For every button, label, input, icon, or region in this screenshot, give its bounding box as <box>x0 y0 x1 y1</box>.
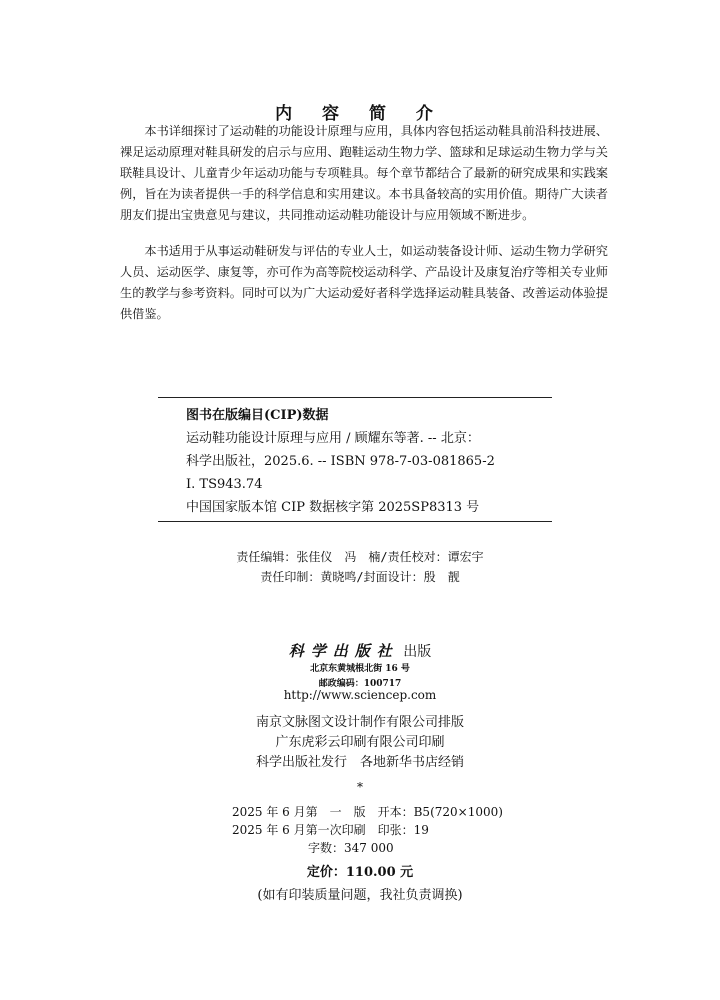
page-title: 内 容 简 介 <box>275 104 445 124</box>
cip-block <box>186 404 566 519</box>
typeset-line: 南京文脉图文设计制作有限公司排版 <box>255 715 464 730</box>
cip-heading: 图书在版编目(CIP)数据 <box>186 408 329 423</box>
publisher-logo: 科学出版社 <box>288 642 399 660</box>
intro-text-2: 本书适用于从事运动鞋研发与评估的专业人士，如运动装备设计师、运动生物力学研究人员、运动医学、康复等，亦可作为高等院校运动科学、产品设计及康复治疗等相关专业师生的教学与参考资料。同时可以为广大运动爱好者科学选择运动鞋具装备、改善运动体验提供借鉴。 <box>120 244 608 321</box>
quality-note: (如有印装质量问题，我社负责调换) <box>257 888 463 903</box>
publisher-line <box>0 640 720 661</box>
responsibility-line-1: 责任编辑：张佳仪 冯 楠/责任校对：谭宏宇 <box>236 550 484 564</box>
word-count: 字数：347 000 <box>308 841 394 855</box>
cip-line-4: 中国国家版本馆 CIP 数据核字第 2025SP8313 号 <box>186 500 480 515</box>
edition-line-2: 2025 年 6 月第一次印刷 印张：19 <box>232 823 429 837</box>
edition-line-1: 2025 年 6 月第 一 版 开本：B5(720×1000) <box>232 805 503 819</box>
separator-star: * <box>357 780 363 794</box>
intro-text-1: 本书详细探讨了运动鞋的功能设计原理与应用，具体内容包括运动鞋具前沿科技进展、裸足运动原理对鞋具研发的启示与应用、跑鞋运动生物力学、篮球和足球运动生物力学与关联鞋具设计、儿童青少年运动功能与专项鞋具。每个章节都结合了最新的研究成果和实践案例，旨在为读者提供一手的科学信息和实用建议。本书具备较高的实用价值。期待广大读者朋友们提出宝贵意见与建议，共同推动运动鞋功能设计与应用领域不断进步。 <box>120 124 608 222</box>
publisher-url: http://www.sciencep.com <box>283 688 437 702</box>
responsibility-block <box>0 547 720 587</box>
cip-bottom-rule <box>158 521 552 522</box>
edition-block <box>232 803 503 839</box>
printer-line: 广东虎彩云印刷有限公司印刷 <box>275 735 445 750</box>
responsibility-line-2: 责任印制：黄晓鸣/封面设计：殷 靓 <box>260 570 460 584</box>
distribution-line: 科学出版社发行 各地新华书店经销 <box>255 755 464 770</box>
publisher-suffix: 出版 <box>403 644 432 660</box>
cip-line-2: 科学出版社，2025.6. -- ISBN 978-7-03-081865-2 <box>186 454 495 469</box>
intro-paragraph-1 <box>120 121 608 226</box>
publisher-address: 北京东黄城根北街 16 号 <box>310 664 410 674</box>
cip-line-1: 运动鞋功能设计原理与应用 / 顾耀东等著. -- 北京： <box>186 431 480 446</box>
cip-top-rule <box>158 397 552 398</box>
cip-line-3: Ⅰ. TS943.74 <box>186 477 263 492</box>
price: 定价：110.00 元 <box>306 865 414 880</box>
publisher-postcode: 邮政编码：100717 <box>318 679 402 689</box>
intro-paragraph-2 <box>120 241 608 325</box>
